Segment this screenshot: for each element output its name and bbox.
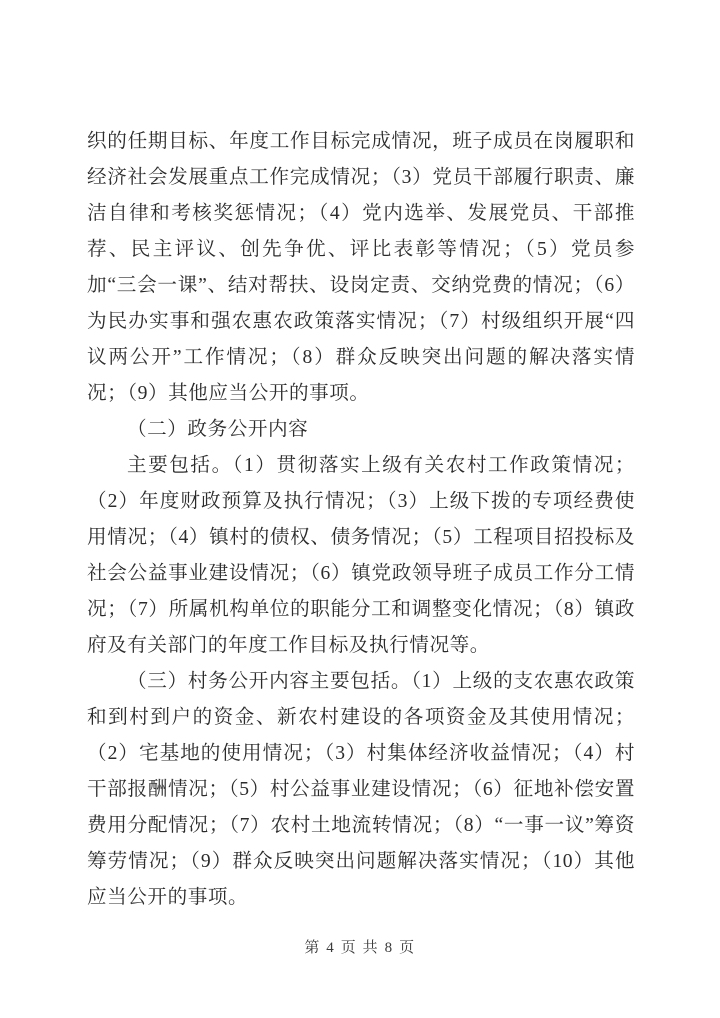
page-footer [0,936,720,957]
body-paragraph-continued: 织的任期目标、年度工作目标完成情况，班子成员在岗履职和经济社会发展重点工作完成情况；（3）党员干部履行职责、廉洁自律和考核奖惩情况；（4）党内选举、发展党员、干部推荐、民主评议、创先争优、评比表彰等情况；（5）党员参加“三会一课”、结对帮扶、设岗定责、交纳党费的情况；（6）为民办实事和强农惠农政策落实情况；（7）村级组织开展“四议两公开”工作情况；（8）群众反映突出问题的解决落实情况；（9）其他应当公开的事项。 [87,131,635,404]
section-heading-two: （二）政务公开内容 [127,419,309,440]
document-text-body [87,124,635,916]
page-number-label: 第 4 页 共 8 页 [304,940,416,956]
body-paragraph-village-affairs: （三）村务公开内容主要包括。（1）上级的支农惠农政策和到村到户的资金、新农村建设的各项资金及其使用情况；（2）宅基地的使用情况；（3）村集体经济收益情况；（4）村干部报酬情况；（5）村公益事业建设情况；（6）征地补偿安置费用分配情况；（7）农村土地流转情况；（8）“一事一议”筹资筹劳情况；（9）群众反映突出问题解决落实情况；（10）其他应当公开的事项。 [87,671,635,908]
body-paragraph-government-affairs: 主要包括。（1）贯彻落实上级有关农村工作政策情况；（2）年度财政预算及执行情况；（3）上级下拨的专项经费使用情况；（4）镇村的债权、债务情况；（5）工程项目招投标及社会公益事业建设情况；（6）镇党政领导班子成员工作分工情况；（7）所属机构单位的职能分工和调整变化情况；（8）镇政府及有关部门的年度工作目标及执行情况等。 [87,455,635,656]
